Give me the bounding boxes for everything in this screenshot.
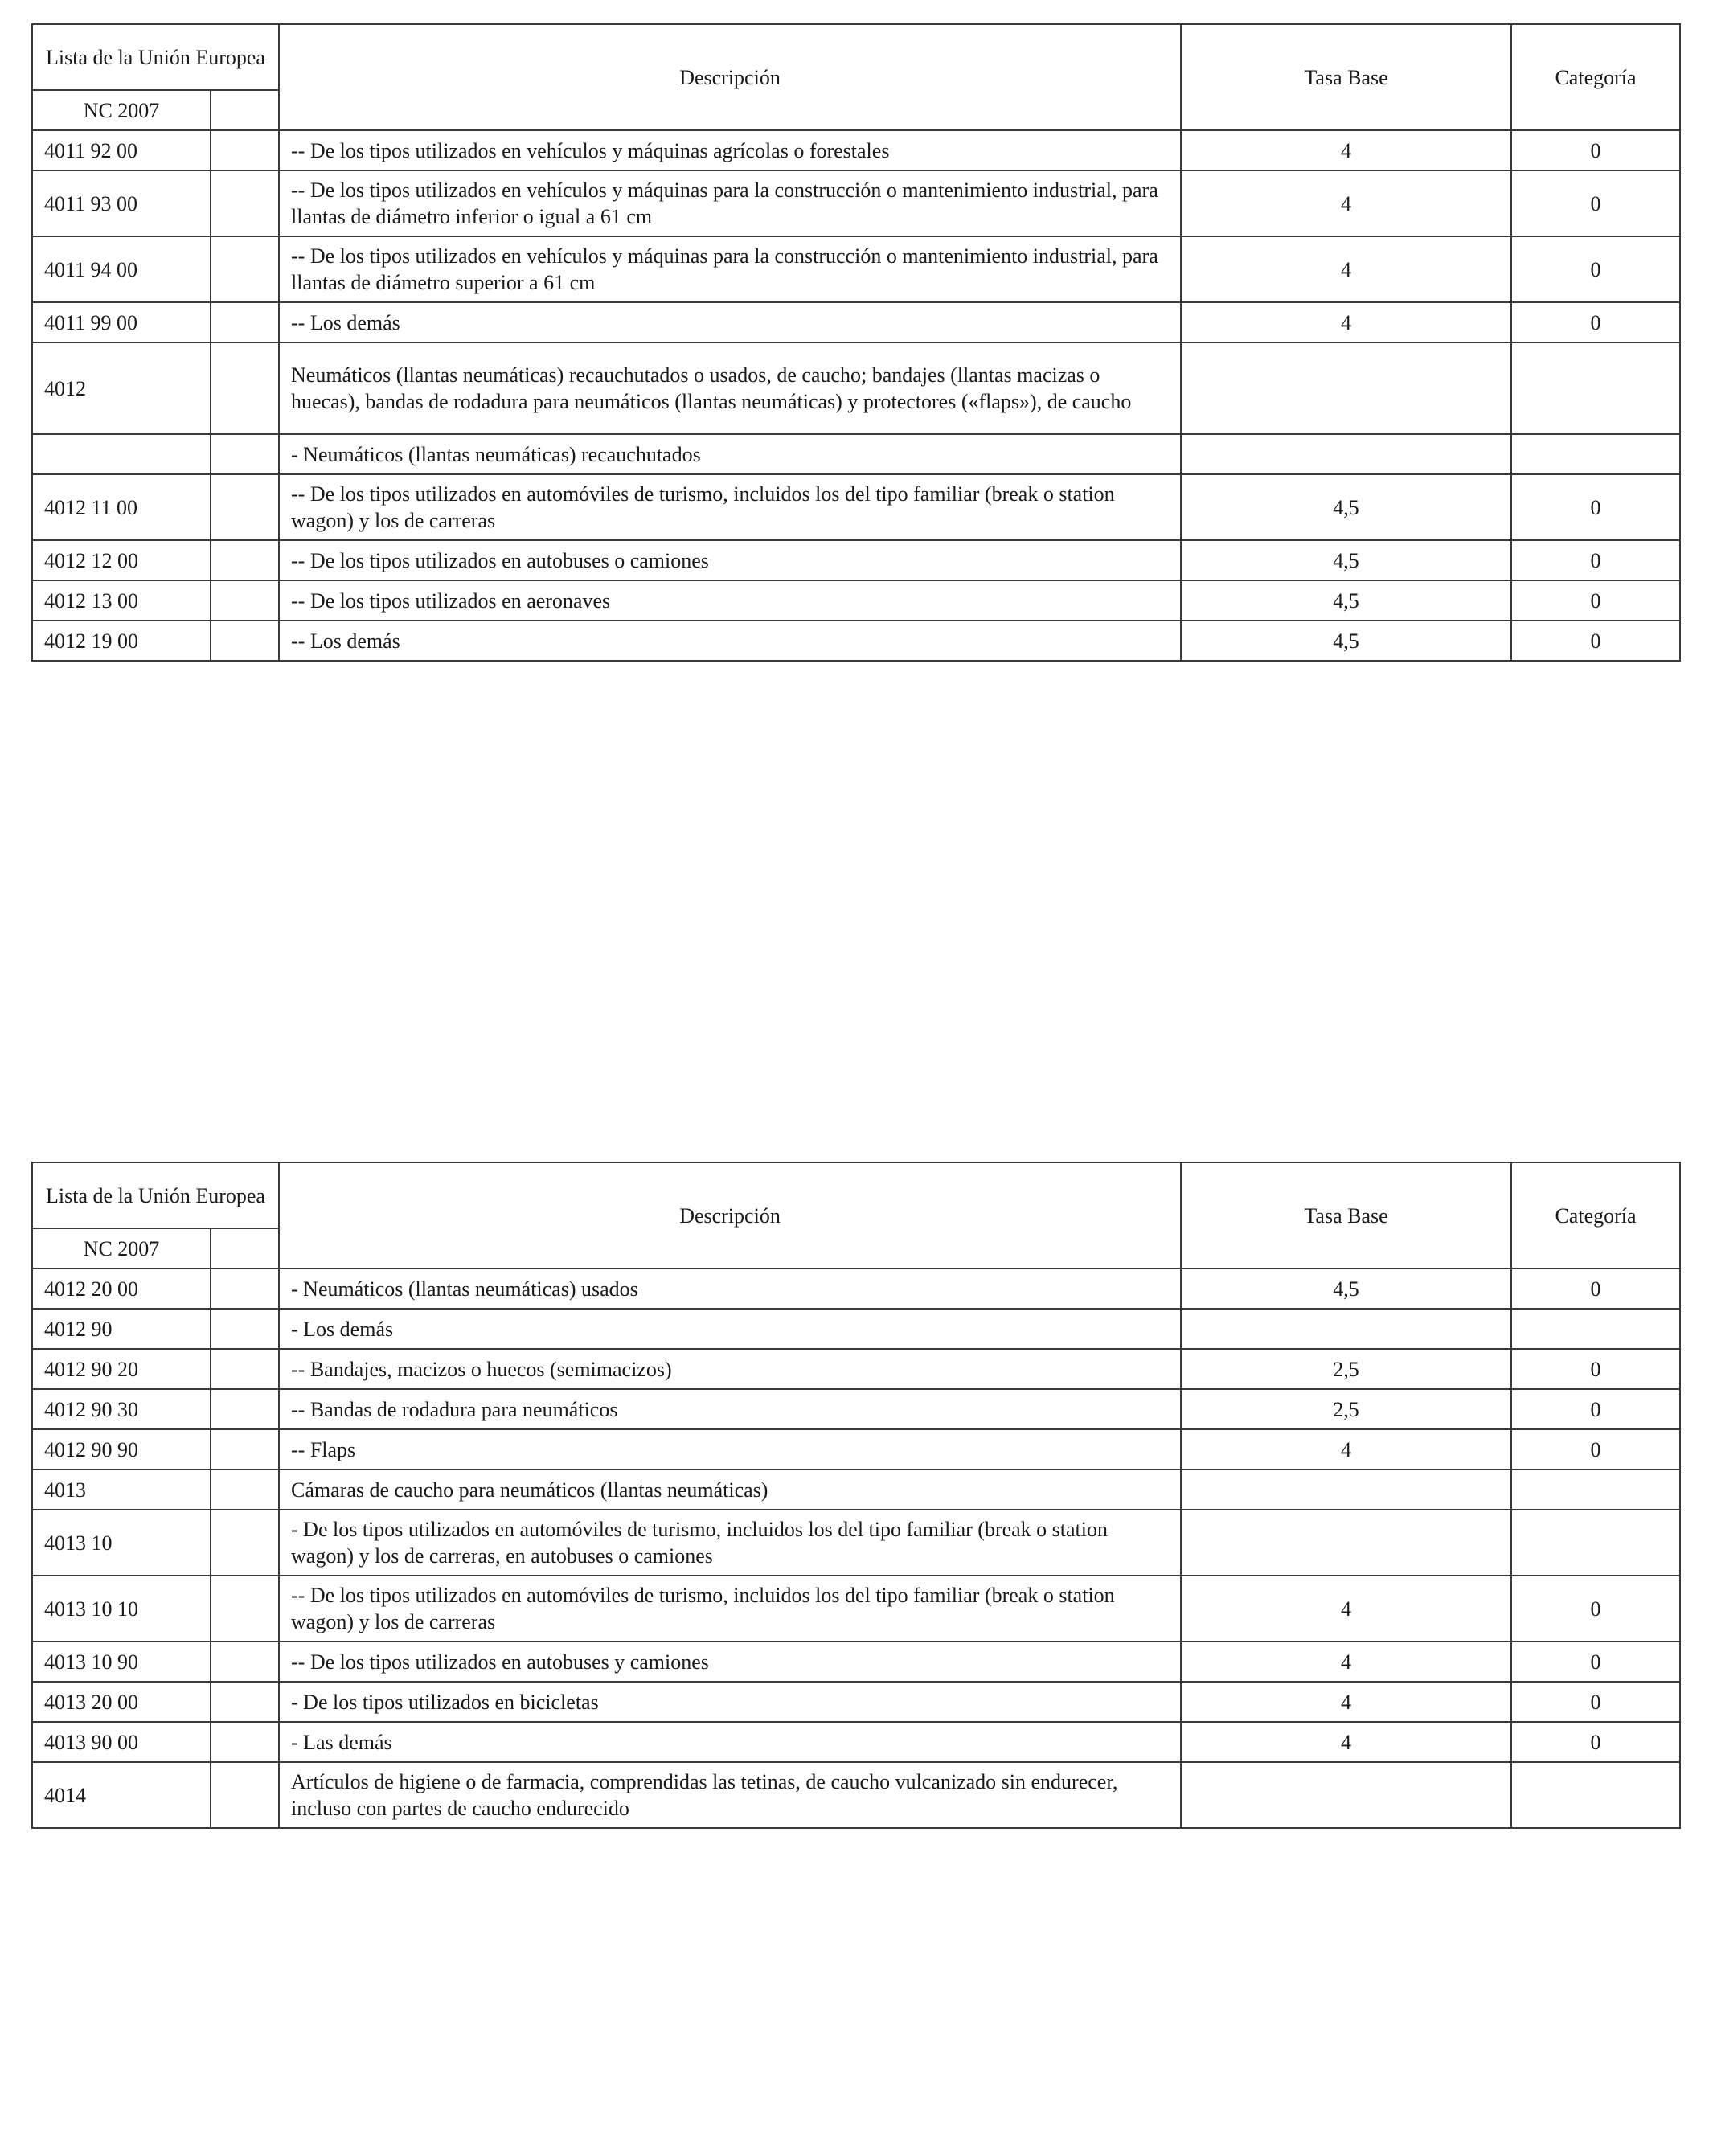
blank-cell bbox=[211, 342, 279, 434]
description-cell: -- De los tipos utilizados en vehículos y máquinas agrícolas o forestales bbox=[279, 130, 1181, 170]
rate-cell: 4,5 bbox=[1181, 580, 1511, 621]
blank-cell bbox=[211, 580, 279, 621]
rate-cell: 4 bbox=[1181, 1429, 1511, 1469]
code-cell: 4012 90 90 bbox=[32, 1429, 211, 1469]
blank-cell bbox=[211, 1576, 279, 1642]
table-row bbox=[32, 434, 1680, 474]
description-cell: -- Flaps bbox=[279, 1429, 1181, 1469]
description-cell: Cámaras de caucho para neumáticos (llantas neumáticas) bbox=[279, 1469, 1181, 1510]
category-cell: 0 bbox=[1511, 1722, 1680, 1762]
table-row bbox=[32, 302, 1680, 342]
table-row bbox=[32, 1576, 1680, 1642]
header-eu-list: Lista de la Unión Europea bbox=[32, 24, 279, 90]
table-row bbox=[32, 621, 1680, 661]
rate-cell bbox=[1181, 434, 1511, 474]
table-row bbox=[32, 1510, 1680, 1576]
category-cell: 0 bbox=[1511, 1269, 1680, 1309]
header-description: Descripción bbox=[279, 1162, 1181, 1269]
rate-cell: 4,5 bbox=[1181, 621, 1511, 661]
table-row bbox=[32, 1309, 1680, 1349]
code-cell: 4012 11 00 bbox=[32, 474, 211, 540]
rate-cell bbox=[1181, 1469, 1511, 1510]
category-cell: 0 bbox=[1511, 1642, 1680, 1682]
description-cell: -- De los tipos utilizados en autobuses y camiones bbox=[279, 1642, 1181, 1682]
blank-cell bbox=[211, 1762, 279, 1828]
category-cell bbox=[1511, 1309, 1680, 1349]
category-cell: 0 bbox=[1511, 1682, 1680, 1722]
code-cell: 4012 19 00 bbox=[32, 621, 211, 661]
description-cell: -- Los demás bbox=[279, 302, 1181, 342]
blank-cell bbox=[211, 236, 279, 302]
header-blank-cell bbox=[211, 90, 279, 130]
blank-cell bbox=[211, 540, 279, 580]
rate-cell bbox=[1181, 342, 1511, 434]
description-cell: -- De los tipos utilizados en automóviles de turismo, incluidos los del tipo familiar (break o station wagon) y los de carreras bbox=[279, 1576, 1181, 1642]
code-cell: 4012 bbox=[32, 342, 211, 434]
blank-cell bbox=[211, 1722, 279, 1762]
header-blank-cell bbox=[211, 1228, 279, 1269]
code-cell: 4014 bbox=[32, 1762, 211, 1828]
tariff-table-1 bbox=[31, 23, 1681, 662]
table-row bbox=[32, 1389, 1680, 1429]
blank-cell bbox=[211, 1469, 279, 1510]
rate-cell: 4,5 bbox=[1181, 540, 1511, 580]
table-row bbox=[32, 1469, 1680, 1510]
header-description: Descripción bbox=[279, 24, 1181, 130]
description-cell: - De los tipos utilizados en automóviles de turismo, incluidos los del tipo familiar (break o station wagon) y los de carreras, en autobuses o camiones bbox=[279, 1510, 1181, 1576]
rate-cell: 4 bbox=[1181, 170, 1511, 236]
code-cell: 4011 99 00 bbox=[32, 302, 211, 342]
blank-cell bbox=[211, 1269, 279, 1309]
blank-cell bbox=[211, 1682, 279, 1722]
code-cell: 4012 90 20 bbox=[32, 1349, 211, 1389]
category-cell: 0 bbox=[1511, 540, 1680, 580]
code-cell: 4012 12 00 bbox=[32, 540, 211, 580]
category-cell: 0 bbox=[1511, 170, 1680, 236]
table-row bbox=[32, 1429, 1680, 1469]
table-row bbox=[32, 1349, 1680, 1389]
table-row bbox=[32, 1269, 1680, 1309]
category-cell: 0 bbox=[1511, 1349, 1680, 1389]
description-cell: Artículos de higiene o de farmacia, comprendidas las tetinas, de caucho vulcanizado sin endurecer, incluso con partes de caucho endurecido bbox=[279, 1762, 1181, 1828]
header-nc-2007: NC 2007 bbox=[32, 1228, 211, 1269]
description-cell: -- Bandajes, macizos o huecos (semimacizos) bbox=[279, 1349, 1181, 1389]
rate-cell: 2,5 bbox=[1181, 1389, 1511, 1429]
rate-cell bbox=[1181, 1762, 1511, 1828]
description-cell: -- De los tipos utilizados en automóviles de turismo, incluidos los del tipo familiar (break o station wagon) y los de carreras bbox=[279, 474, 1181, 540]
description-cell: -- Bandas de rodadura para neumáticos bbox=[279, 1389, 1181, 1429]
blank-cell bbox=[211, 170, 279, 236]
description-cell: - Las demás bbox=[279, 1722, 1181, 1762]
code-cell bbox=[32, 434, 211, 474]
blank-cell bbox=[211, 1429, 279, 1469]
category-cell: 0 bbox=[1511, 474, 1680, 540]
description-cell: Neumáticos (llantas neumáticas) recauchutados o usados, de caucho; bandajes (llantas macizas o huecas), bandas de rodadura para neumáticos (llantas neumáticas) y protectores («flaps»), de caucho bbox=[279, 342, 1181, 434]
blank-cell bbox=[211, 1349, 279, 1389]
rate-cell: 4 bbox=[1181, 1722, 1511, 1762]
table-row bbox=[32, 342, 1680, 434]
category-cell: 0 bbox=[1511, 1389, 1680, 1429]
table-row bbox=[32, 1762, 1680, 1828]
code-cell: 4012 20 00 bbox=[32, 1269, 211, 1309]
code-cell: 4012 13 00 bbox=[32, 580, 211, 621]
code-cell: 4013 10 10 bbox=[32, 1576, 211, 1642]
table-row bbox=[32, 170, 1680, 236]
description-cell: -- De los tipos utilizados en autobuses o camiones bbox=[279, 540, 1181, 580]
code-cell: 4012 90 bbox=[32, 1309, 211, 1349]
table-row bbox=[32, 580, 1680, 621]
category-cell bbox=[1511, 1469, 1680, 1510]
table-row bbox=[32, 540, 1680, 580]
category-cell: 0 bbox=[1511, 1429, 1680, 1469]
blank-cell bbox=[211, 1309, 279, 1349]
description-cell: -- De los tipos utilizados en aeronaves bbox=[279, 580, 1181, 621]
table-row bbox=[32, 130, 1680, 170]
rate-cell: 4 bbox=[1181, 236, 1511, 302]
blank-cell bbox=[211, 1642, 279, 1682]
blank-cell bbox=[211, 474, 279, 540]
description-cell: -- De los tipos utilizados en vehículos y máquinas para la construcción o mantenimiento industrial, para llantas de diámetro inferior o igual a 61 cm bbox=[279, 170, 1181, 236]
rate-cell: 4,5 bbox=[1181, 474, 1511, 540]
blank-cell bbox=[211, 302, 279, 342]
header-category: Categoría bbox=[1511, 24, 1680, 130]
code-cell: 4011 94 00 bbox=[32, 236, 211, 302]
rate-cell: 4 bbox=[1181, 1642, 1511, 1682]
tariff-table-2 bbox=[31, 1162, 1681, 1829]
description-cell: - Neumáticos (llantas neumáticas) usados bbox=[279, 1269, 1181, 1309]
blank-cell bbox=[211, 1510, 279, 1576]
rate-cell bbox=[1181, 1309, 1511, 1349]
rate-cell: 4 bbox=[1181, 302, 1511, 342]
code-cell: 4013 10 90 bbox=[32, 1642, 211, 1682]
description-cell: -- De los tipos utilizados en vehículos y máquinas para la construcción o mantenimiento industrial, para llantas de diámetro superior a 61 cm bbox=[279, 236, 1181, 302]
category-cell bbox=[1511, 1762, 1680, 1828]
code-cell: 4013 bbox=[32, 1469, 211, 1510]
blank-cell bbox=[211, 1389, 279, 1429]
category-cell: 0 bbox=[1511, 1576, 1680, 1642]
table-row bbox=[32, 1722, 1680, 1762]
category-cell bbox=[1511, 342, 1680, 434]
table-row bbox=[32, 1682, 1680, 1722]
header-eu-list: Lista de la Unión Europea bbox=[32, 1162, 279, 1228]
description-cell: -- Los demás bbox=[279, 621, 1181, 661]
code-cell: 4013 20 00 bbox=[32, 1682, 211, 1722]
header-category: Categoría bbox=[1511, 1162, 1680, 1269]
category-cell bbox=[1511, 434, 1680, 474]
header-base-rate: Tasa Base bbox=[1181, 1162, 1511, 1269]
code-cell: 4011 92 00 bbox=[32, 130, 211, 170]
rate-cell: 4,5 bbox=[1181, 1269, 1511, 1309]
table-row bbox=[32, 1642, 1680, 1682]
description-cell: - Neumáticos (llantas neumáticas) recauchutados bbox=[279, 434, 1181, 474]
rate-cell: 4 bbox=[1181, 1576, 1511, 1642]
category-cell: 0 bbox=[1511, 580, 1680, 621]
table-row bbox=[32, 236, 1680, 302]
blank-cell bbox=[211, 434, 279, 474]
category-cell bbox=[1511, 1510, 1680, 1576]
header-base-rate: Tasa Base bbox=[1181, 24, 1511, 130]
code-cell: 4011 93 00 bbox=[32, 170, 211, 236]
description-cell: - Los demás bbox=[279, 1309, 1181, 1349]
category-cell: 0 bbox=[1511, 236, 1680, 302]
code-cell: 4013 90 00 bbox=[32, 1722, 211, 1762]
rate-cell: 2,5 bbox=[1181, 1349, 1511, 1389]
category-cell: 0 bbox=[1511, 302, 1680, 342]
code-cell: 4012 90 30 bbox=[32, 1389, 211, 1429]
header-nc-2007: NC 2007 bbox=[32, 90, 211, 130]
blank-cell bbox=[211, 130, 279, 170]
category-cell: 0 bbox=[1511, 130, 1680, 170]
rate-cell: 4 bbox=[1181, 130, 1511, 170]
rate-cell bbox=[1181, 1510, 1511, 1576]
description-cell: - De los tipos utilizados en bicicletas bbox=[279, 1682, 1181, 1722]
code-cell: 4013 10 bbox=[32, 1510, 211, 1576]
table-row bbox=[32, 474, 1680, 540]
rate-cell: 4 bbox=[1181, 1682, 1511, 1722]
blank-cell bbox=[211, 621, 279, 661]
category-cell: 0 bbox=[1511, 621, 1680, 661]
